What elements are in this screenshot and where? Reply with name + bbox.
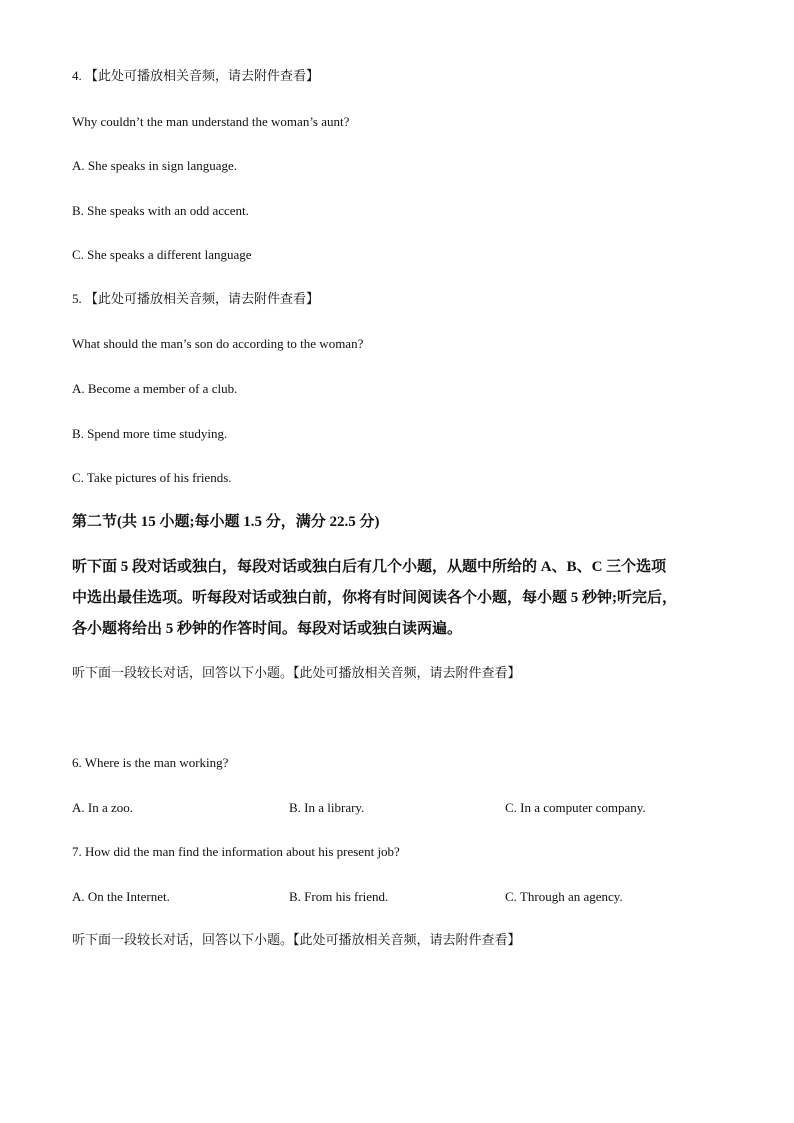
- q4-option-b: B. She speaks with an odd accent.: [72, 203, 249, 218]
- section2-instructions-line-2: 中选出最佳选项。听每段对话或独白前，你将有时间阅读各个小题，每小题 5 秒钟;听完后，: [72, 590, 677, 606]
- section2-title: 第二节(共 15 小题;每小题 1.5 分，满分 22.5 分): [72, 514, 380, 530]
- q4-question: Why couldn’t the man understand the woman’s aunt?: [72, 114, 350, 129]
- q4-option-c: C. She speaks a different language: [72, 247, 252, 262]
- q7-question: 7. How did the man find the information about his present job?: [72, 844, 400, 859]
- q5-question: What should the man’s son do according to the woman?: [72, 336, 364, 351]
- q5-option-b: B. Spend more time studying.: [72, 426, 228, 441]
- q7-option-b: B. From his friend.: [289, 889, 389, 904]
- q4-header: 4. 【此处可播放相关音频，请去附件查看】: [72, 68, 320, 83]
- q6-question: 6. Where is the man working?: [72, 755, 229, 770]
- q7-option-a: A. On the Internet.: [72, 889, 170, 904]
- q5-header: 5. 【此处可播放相关音频，请去附件查看】: [72, 291, 320, 306]
- q6-option-a: A. In a zoo.: [72, 800, 134, 815]
- listen-prompt-2: 听下面一段较长对话，回答以下小题。【此处可播放相关音频，请去附件查看】: [72, 932, 521, 947]
- section2-instructions-line-3: 各小题将给出 5 秒钟的作答时间。每段对话或独白读两遍。: [72, 621, 463, 637]
- q4-option-a: A. She speaks in sign language.: [72, 158, 238, 173]
- q7-option-c: C. Through an agency.: [505, 889, 623, 904]
- section2-instructions-line-1: 听下面 5 段对话或独白，每段对话或独白后有几个小题，从题中所给的 A、B、C 三个选项: [72, 559, 667, 575]
- q6-option-b: B. In a library.: [289, 800, 365, 815]
- q5-option-a: A. Become a member of a club.: [72, 381, 238, 396]
- q6-option-c: C. In a computer company.: [505, 800, 646, 815]
- listen-prompt-1: 听下面一段较长对话，回答以下小题。【此处可播放相关音频，请去附件查看】: [72, 665, 521, 680]
- q5-option-c: C. Take pictures of his friends.: [72, 470, 232, 485]
